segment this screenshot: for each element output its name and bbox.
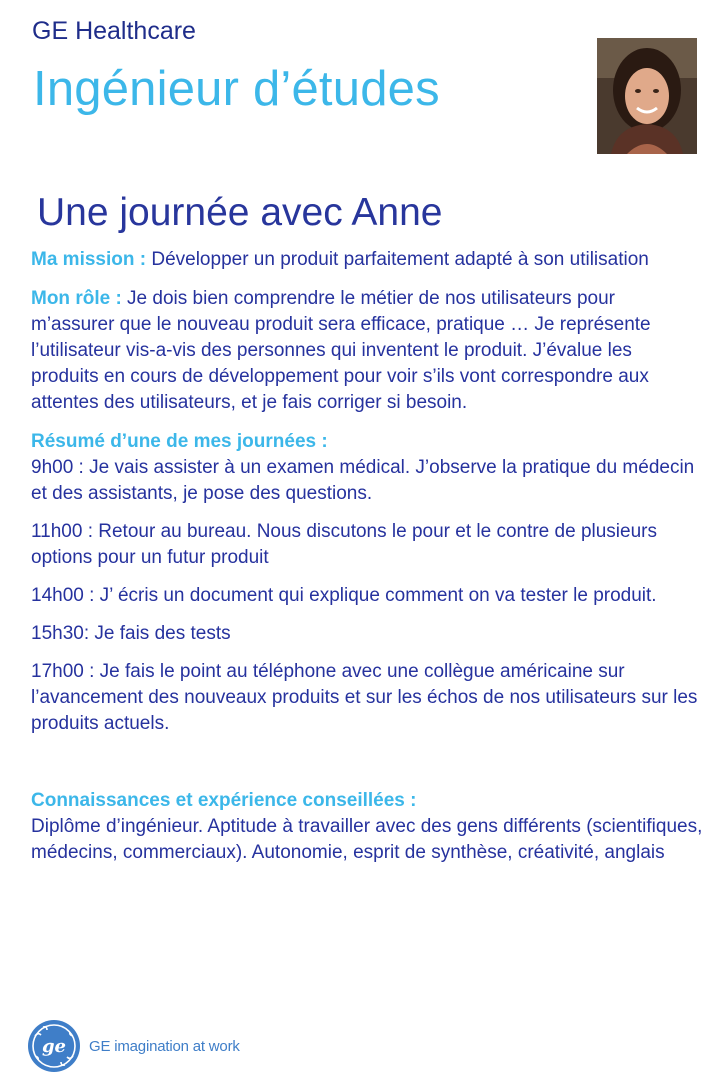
mission-label: Ma mission : (31, 249, 147, 270)
day-entry: 14h00 : J’ écris un document qui explique comment on va tester le produit. (31, 585, 657, 606)
day-entry: 17h00 : Je fais le point au téléphone avec une collègue américaine sur l’avancement des nouveaux produits et sur les échos de nos utilisateurs sur les produits actuels. (31, 661, 698, 734)
day-entry: 15h30: Je fais des tests (31, 623, 231, 644)
role-text: Je dois bien comprendre le métier de nos utilisateurs pour m’assurer que le nouveau produit sera efficace, pratique … Je représente l’utilisateur vis-a-vis des personnes qui inventent le produit. J’évalue les produits en cours de développement pour voir s’ils vont correspondre aux attentes des utilisateurs, et je fais corriger si besoin. (31, 288, 651, 413)
job-title: Ingénieur d’études (33, 62, 440, 116)
mission-paragraph (31, 247, 703, 273)
tagline: GE imagination at work (89, 1037, 240, 1055)
ge-monogram-icon (27, 1019, 81, 1073)
headline: Une journée avec Anne (37, 191, 443, 234)
company-name: GE Healthcare (32, 17, 196, 45)
knowledge-label: Connaissances et expérience conseillées : (31, 790, 417, 811)
footer (27, 1018, 240, 1074)
role-paragraph (31, 286, 703, 416)
day-entry: 9h00 : Je vais assister à un examen médical. J’observe la pratique du médecin et des assistants, je pose des questions. (31, 457, 695, 504)
portrait-photo (597, 38, 697, 154)
mission-text: Développer un produit parfaitement adapté à son utilisation (146, 249, 649, 270)
knowledge-label-paragraph (31, 788, 703, 814)
day-summary-label (31, 429, 703, 455)
portrait-icon (597, 38, 697, 154)
role-label: Mon rôle : (31, 288, 122, 309)
day-entry: 11h00 : Retour au bureau. Nous discutons le pour et le contre de plusieurs options pour un futur produit (31, 521, 657, 568)
day-label: Résumé d’une de mes journées : (31, 431, 328, 452)
svg-text:ge: ge (41, 1036, 67, 1057)
profile-content (31, 247, 703, 866)
knowledge-text: Diplôme d’ingénieur. Aptitude à travailler avec des gens différents (scientifiques, médecins, commerciaux). Autonomie, esprit de synthèse, créativité, anglais (31, 816, 703, 863)
